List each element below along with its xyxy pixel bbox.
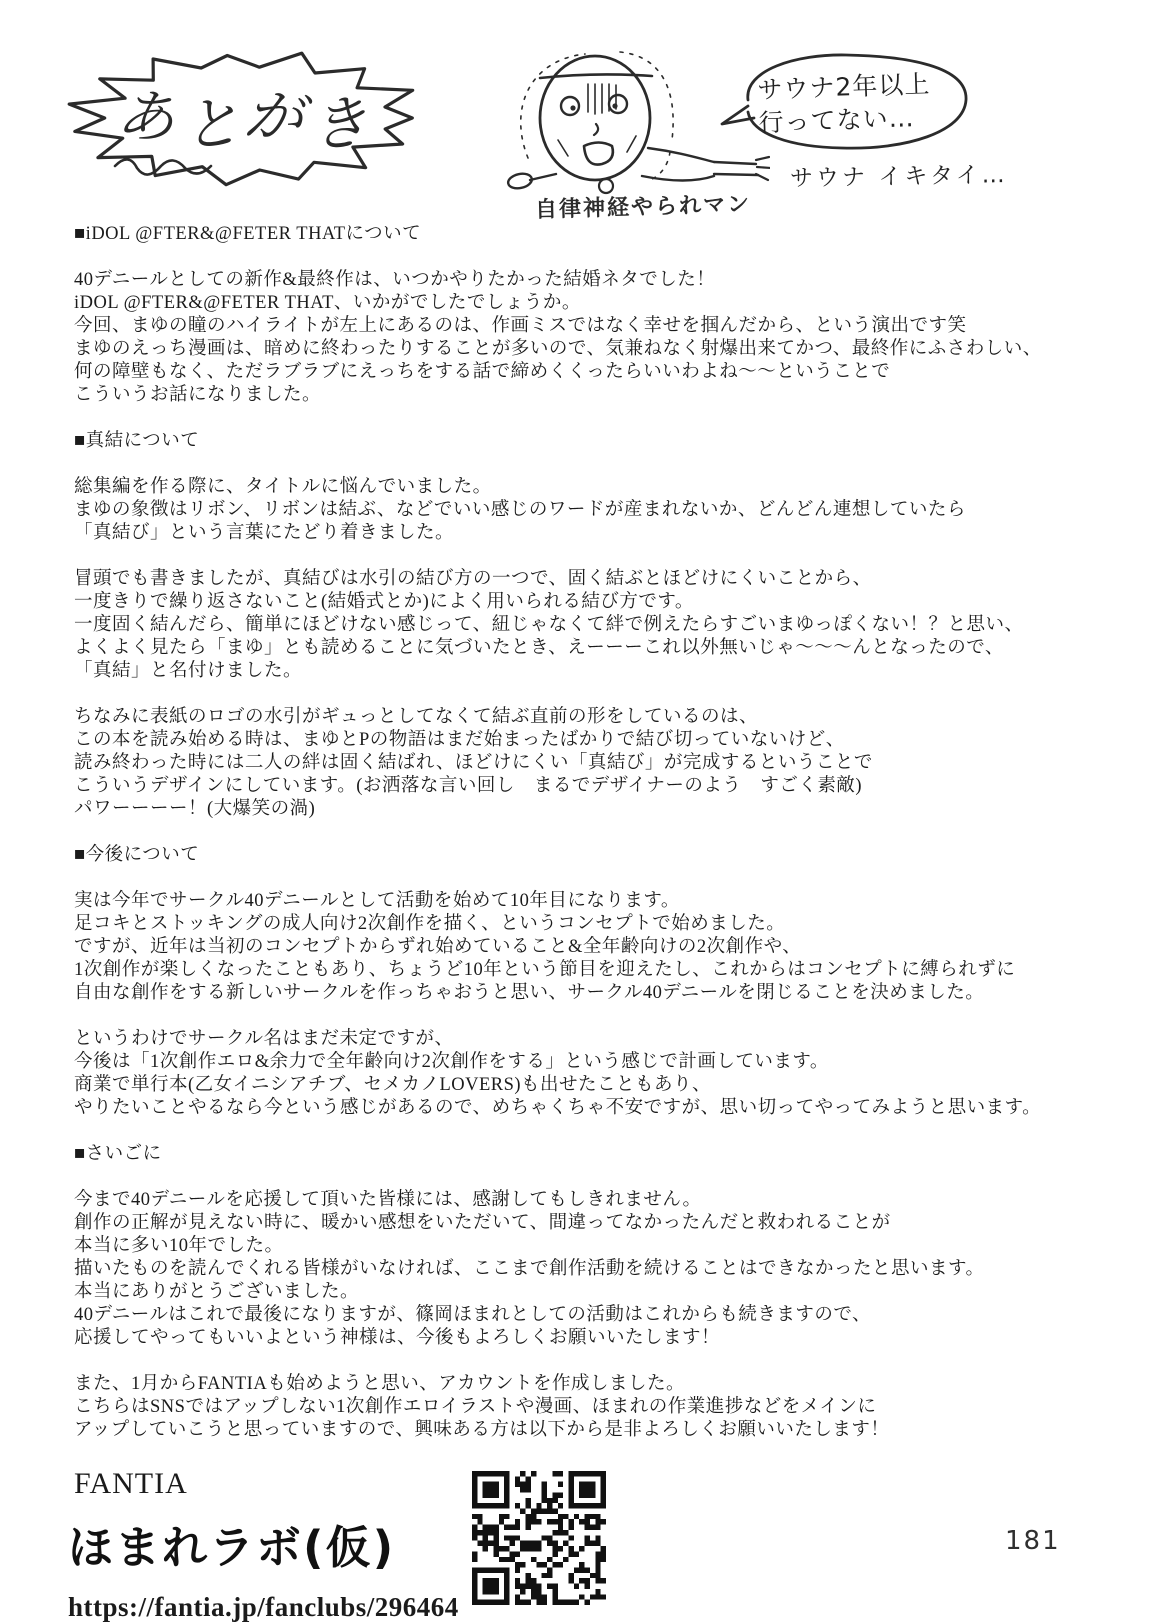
paragraph: [74, 476, 1095, 545]
paragraph: [74, 706, 1095, 821]
text-line: 「真結」と名付けました。: [74, 661, 303, 681]
footer: [0, 1465, 1150, 1623]
footer-left: [68, 1465, 459, 1623]
text-line: ですが、近年は当初のコンセプトからずれ始めていること&全年齢向けの2次創作や、: [74, 937, 802, 957]
fantia-label: FANTIA: [74, 1467, 188, 1500]
text-line: 本当に多い10年でした。: [74, 1236, 284, 1256]
text-line: 40デニールはこれで最後になりますが、篠岡ほまれとしての活動はこれからも続きますので、: [74, 1305, 872, 1325]
section-heading: ■真結について: [74, 431, 200, 451]
section-heading: ■iDOL @FTER&@FETER THATについて: [74, 224, 422, 244]
text-line: 今後は「1次創作エロ&余力で全年齢向け2次創作をする」という感じで計画しています。: [74, 1052, 829, 1072]
section-heading: ■さいごに: [74, 1144, 162, 1164]
text-line: まゆの象徴はリボン、リボンは結ぶ、などでいい感じのワードが産まれないか、どんどん連想していたら: [74, 500, 966, 520]
speech-line-2: 行ってない…: [758, 103, 916, 138]
text-line: 今まで40デニールを応援して頂いた皆様には、感謝してもしきれません。: [74, 1190, 702, 1210]
paragraph: [74, 269, 1095, 407]
text-line: 応援してやってもいいよという神様は、今後もよろしくお願いいたします！: [74, 1328, 721, 1348]
fanclub-name: ほまれラボ(仮): [68, 1521, 396, 1574]
text-line: ちなみに表紙のロゴの水引がギュっとしてなくて結ぶ直前の形をしているのは、: [74, 707, 759, 727]
text-line: この本を読み始める時は、まゆとPの物語はまだ始まったばかりで結び切っていないけど、: [74, 730, 845, 750]
text-line: 一度きりで繰り返さないこと(結婚式とか)によく用いられる結び方です。: [74, 592, 694, 612]
text-line: 総集編を作る際に、タイトルに悩んでいました。: [74, 477, 492, 497]
text-line: また、1月からFANTIAも始めようと思い、アカウントを作成しました。: [74, 1374, 686, 1394]
text-line: 創作の正解が見えない時に、暖かい感想をいただいて、間違ってなかったんだと救われることが: [74, 1213, 891, 1233]
text-line: こういうお話になりました。: [74, 385, 322, 405]
page-title-chars: あとがき: [113, 79, 379, 162]
text-line: 実は今年でサークル40デニールとして活動を始めて10年目になります。: [74, 891, 680, 911]
sub-speech-text: サウナ イキタイ…: [789, 162, 1008, 192]
text-line: アップしていこうと思っていますので、興味ある方は以下から是非よろしくお願いいたします！: [74, 1420, 890, 1440]
text-line: 1次創作が楽しくなったこともあり、ちょうど10年という節目を迎えたし、これからはコンセプトに縛られずに: [74, 960, 1016, 980]
fanclub-url: https://fantia.jp/fanclubs/296464: [68, 1592, 459, 1622]
sections: [0, 223, 1150, 1442]
paragraph: [74, 890, 1095, 1005]
paragraph: [74, 1189, 1095, 1350]
text-line: 商業で単行本(乙女イニシアチブ、セメカノLOVERS)も出せたこともあり、: [74, 1075, 712, 1095]
page-header: [0, 0, 1150, 223]
paragraph: [74, 1373, 1095, 1442]
figure-caption: 自律神経やられマン: [534, 192, 752, 223]
speech-line-1: サウナ2年以上: [756, 69, 931, 105]
page-title: [55, 60, 435, 170]
text-line: 読み終わった時には二人の絆は固く結ばれ、ほどけにくい「真結び」が完成するということで: [74, 753, 873, 773]
text-line: 「真結び」という言葉にたどり着きました。: [74, 523, 455, 543]
text-line: 本当にありがとうございました。: [74, 1282, 360, 1302]
text-line: 一度固く結んだら、簡単にほどけない感じって、紐じゃなくて絆で例えたらすごいまゆっぽくない！？と思い、: [74, 615, 1024, 635]
text-line: 何の障壁もなく、ただラブラブにえっちをする話で締めくくったらいいわよね～～ということで: [74, 362, 891, 382]
doodle-area: [500, 30, 1120, 223]
text-line: パワーーーー！(大爆笑の渦): [74, 799, 316, 819]
text-line: iDOL @FTER&@FETER THAT、いかがでしたでしょうか。: [74, 293, 581, 313]
qr-code-icon: [472, 1471, 606, 1605]
text-line: よくよく見たら「まゆ」とも読めることに気づいたとき、えーーーこれ以外無いじゃ～～～んとなったので、: [74, 638, 1004, 658]
text-line: やりたいことやるなら今という感じがあるので、めちゃくちゃ不安ですが、思い切ってやってみようと思います。: [74, 1098, 1042, 1118]
section-heading: ■今後について: [74, 845, 200, 865]
text-line: まゆのえっち漫画は、暗めに終わったりすることが多いので、気兼ねなく射爆出来てかつ、最終作にふさわしい、: [74, 339, 1042, 359]
text-line: 描いたものを読んでくれる皆様がいなければ、ここまで創作活動を続けることはできなかったと思います。: [74, 1259, 985, 1279]
paragraph: [74, 568, 1095, 683]
text-line: こういうデザインにしています。(お洒落な言い回し まるでデザイナーのよう すごく素敵): [74, 776, 863, 796]
text-line: 自由な創作をする新しいサークルを作っちゃおうと思い、サークル40デニールを閉じることを決めました。: [74, 983, 985, 1003]
text-line: 足コキとストッキングの成人向け2次創作を描く、というコンセプトで始めました。: [74, 914, 786, 934]
paragraph: [74, 1028, 1095, 1120]
text-line: というわけでサークル名はまだ未定ですが、: [74, 1029, 454, 1049]
text-line: こちらはSNSではアップしない1次創作エロイラストや漫画、ほまれの作業進捗などをメインに: [74, 1397, 877, 1417]
page-number: 181: [1005, 1526, 1061, 1556]
text-line: 今回、まゆの瞳のハイライトが左上にあるのは、作画ミスではなく幸せを掴んだから、という演出です笑: [74, 316, 967, 336]
speech-bubble-text: [757, 67, 959, 140]
text-line: 40デニールとしての新作&最終作は、いつかやりたかった結婚ネタでした！: [74, 270, 716, 290]
text-line: 冒頭でも書きましたが、真結びは水引の結び方の一つで、固く結ぶとほどけにくいことから、: [74, 569, 872, 589]
